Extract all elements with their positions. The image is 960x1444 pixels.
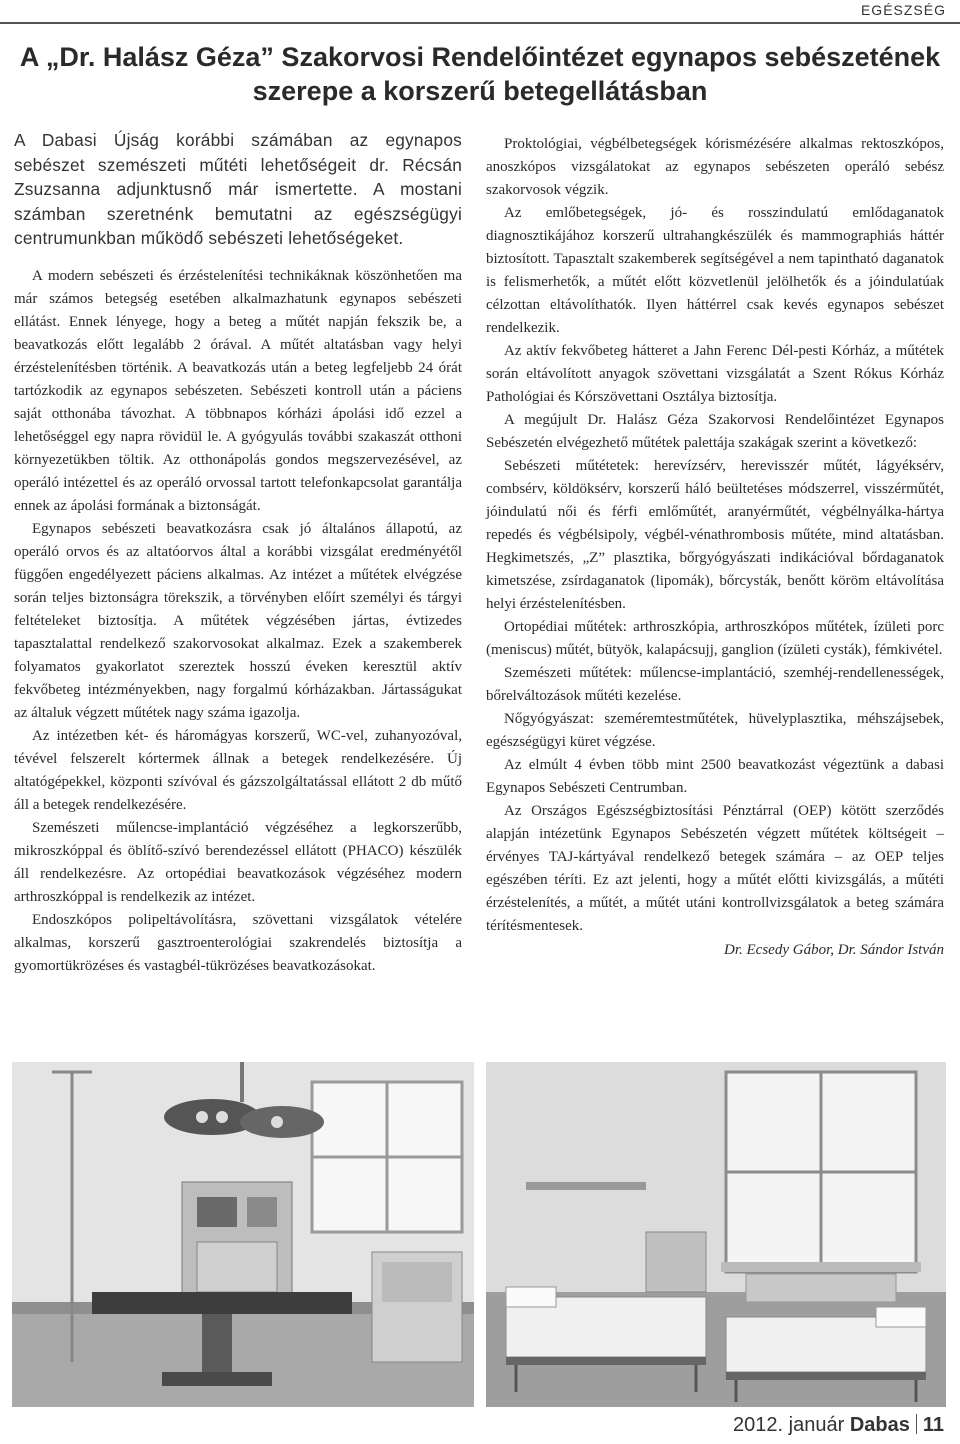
issue-date: 2012. január: [733, 1414, 845, 1436]
body-paragraph: Sebészeti műtétetek: herevízsérv, herevisszér műtét, lágyéksérv, combsérv, köldöksérv, korszerű háló beültetéses módszerrel, visszérműtét, jóindulatú női és férfi emlőműtét, aranyérműtét, végbélnyálka-hártya repedés és végbélsipoly, végbél-vénathrombosis műtéte, mind altatásban. Hegkimetszés, „Z” plasztika, bőrgyógyászati indikációval bőrdaganatok kimetszése, zsírdaganatok (lipomák), bőrcysták, benőtt köröm eltávolítása helyi érzéstelenítésben.: [486, 458, 944, 612]
body-paragraph: A modern sebészeti és érzéstelenítési technikáknak köszönhetően ma már számos betegség esetében alkalmazhatunk egynapos sebészeti ellátást. Ennek lényege, hogy a beteg a műtét napján fekszik be, a beavatkozás előtt legalább 2 órával. A műtét altatásban vagy helyi érzéstelenítésben történik. A beavatkozás után a beteg legfeljebb 24 órát tartózkodik az egynapos sebészeten. Sebészeti kontroll után a páciens saját otthonába távozhat. A többnapos kórházi ápolási idő ezzel a lehetőséggel egy napra rövidül le. A gyógyulás további szakaszát otthoni környezetükben töltik. Az otthonápolás gondos megszervezésével, az operáló intézettel és az operáló orvossal tartott telefonkapcsolat garantálja ennek az ápolási formának a biztonságát.: [14, 267, 462, 514]
body-paragraph: Endoszkópos polipeltávolításra, szövettani vizsgálatok vételére alkalmas, korszerű gasztroenterológiai szakrendelés biztosítja a gyomortükrözéses és vastagbél-tükrözéses beavatkozásokat.: [14, 911, 462, 974]
body-paragraph: Az Országos Egészségbiztosítási Pénztárral (OEP) kötött szerződés alapján intézetünk Egynapos Sebészetén végzett műtétek költségeit – érvényes TAJ-kártyával rendelkező betegek számára – az OEP teljes egészében téríti. Ez azt jelenti, hogy a műtét előtti kivizsgálás, a műtéti érzéstelenítés, a műtét, a műtét utáni kontrollvizsgálatok a beteg számára térítésmentesek.: [486, 803, 944, 934]
body-paragraph: Egynapos sebészeti beavatkozásra csak jó általános állapotú, az operáló orvos és az altatóorvos által a korábbi vizsgálat eredményétől függően engedélyezett páciens alkalmas. Az intézet a műtétek elvégzése során teljes biztonságra törekszik, a törvényben előírt személyi és tárgyi feltételeket biztosítja. A műtétek végzésében jártas, évtizedes tapasztalattal rendelkező szakorvosokat alkalmaz. Ezek a szakemberek folyamatos gyakorlatot szereztek hosszú éveken keresztül aktív fekvőbeteg intézményekben, nagy forgalmú kórházakban. Jártasságukat az általuk végzett műtétek nagy száma igazolja.: [14, 520, 462, 721]
body-paragraph: Proktológiai, végbélbetegségek kórismézésére alkalmas rektoszkópos, anoszkópos vizsgálatokat az egynapos sebészeten operáló sebész szakorvosok végzik.: [486, 136, 944, 198]
footer-divider: [916, 1414, 917, 1434]
article-headline: [10, 40, 950, 108]
body-paragraph: Az aktív fekvőbeteg hátteret a Jahn Ferenc Dél-pesti Kórház, a műtétek során eltávolított anyagok szövettani vizsgálatát a Szent Rókus Kórház Pathológiai és Kórszövettani Osztálya biztosítja.: [486, 343, 944, 405]
patient-room-photo: [486, 1062, 946, 1407]
body-paragraph: Ortopédiai műtétek: arthroszkópia, arthroszkópos műtétek, ízületi porc (meniscus) műtét, bütyök, kalapácsujj, ganglion (ízületi cysták), fémkivétel.: [486, 619, 944, 658]
left-column: [14, 128, 462, 978]
section-label: EGÉSZSÉG: [860, 2, 946, 18]
patient-room-illustration: [486, 1062, 946, 1407]
lead-paragraph: A Dabasi Újság korábbi számában az egynapos sebészet szemészeti műtéti lehetőségeit dr. Récsán Zsuzsanna adjunktusnő már ismertette. A mostani számban szeretnénk bemutatni az egészségügyi centrumunkban működő sebészeti lehetőségeket.: [14, 130, 462, 248]
body-paragraph: Az intézetben két- és háromágyas korszerű, WC-vel, zuhanyozóval, tévével felszerelt kórtermek állnak a betegek rendelkezésére. Új altatógépekkel, központi szívóval és gázszolgáltatással ellátott 2 db műtő áll a betegek rendelkezésére.: [14, 727, 462, 813]
body-paragraph: Az emlőbetegségek, jó- és rosszindulatú emlődaganatok diagnosztikájához korszerű ultrahangkészülék és mammographiás háttér biztosított. Tapasztalt szakemberek segítségével a nem tapintható daganatok is felismerhetők, a műtét előtt közvetlenül jelölhetők és a jóindulatúak célzottan eltávolíthatók. Ilyen háttérrel csak kevés egynapos sebészet rendelkezik.: [486, 205, 944, 336]
body-paragraph: Az elmúlt 4 évben több mint 2500 beavatkozást végeztünk a dabasi Egynapos Sebészeti Centrumban.: [486, 757, 944, 796]
operating-room-illustration: [12, 1062, 474, 1407]
operating-room-photo: [12, 1062, 474, 1407]
right-column: [486, 133, 944, 959]
publication-name: Dabas: [849, 1414, 910, 1436]
headline-line-1: A „Dr. Halász Géza” Szakorvosi Rendelőintézet egynapos sebészetének: [19, 42, 941, 72]
author-signature: Dr. Ecsedy Gábor, Dr. Sándor István: [724, 942, 944, 958]
top-rule: [0, 22, 960, 24]
body-paragraph: A megújult Dr. Halász Géza Szakorvosi Rendelőintézet Egynapos Sebészetén elvégezhető műtétek palettája szakágak szerint a következő:: [486, 412, 944, 451]
headline-line-2: szerepe a korszerű betegellátásban: [252, 76, 708, 106]
body-paragraph: Nőgyógyászat: szeméremtestműtétek, hüvelyplasztika, méhszájsebek, egészségügyi küret végzése.: [486, 711, 944, 750]
page-footer: [733, 1414, 944, 1437]
body-paragraph: Szemészeti műtétek: műlencse-implantáció, szemhéj-rendellenességek, bőrelváltozások műtéti kezelése.: [486, 665, 944, 704]
body-paragraph: Szemészeti műlencse-implantáció végzéséhez a legkorszerűbb, mikroszkóppal és öblítő-szívó berendezéssel ellátott (PHACO) készülék áll rendelkezésre. Az ortopédiai beavatkozások végzéséhez modern arthroszkóppal is rendelkezik az intézet.: [14, 819, 462, 905]
page-number: 11: [922, 1414, 944, 1436]
